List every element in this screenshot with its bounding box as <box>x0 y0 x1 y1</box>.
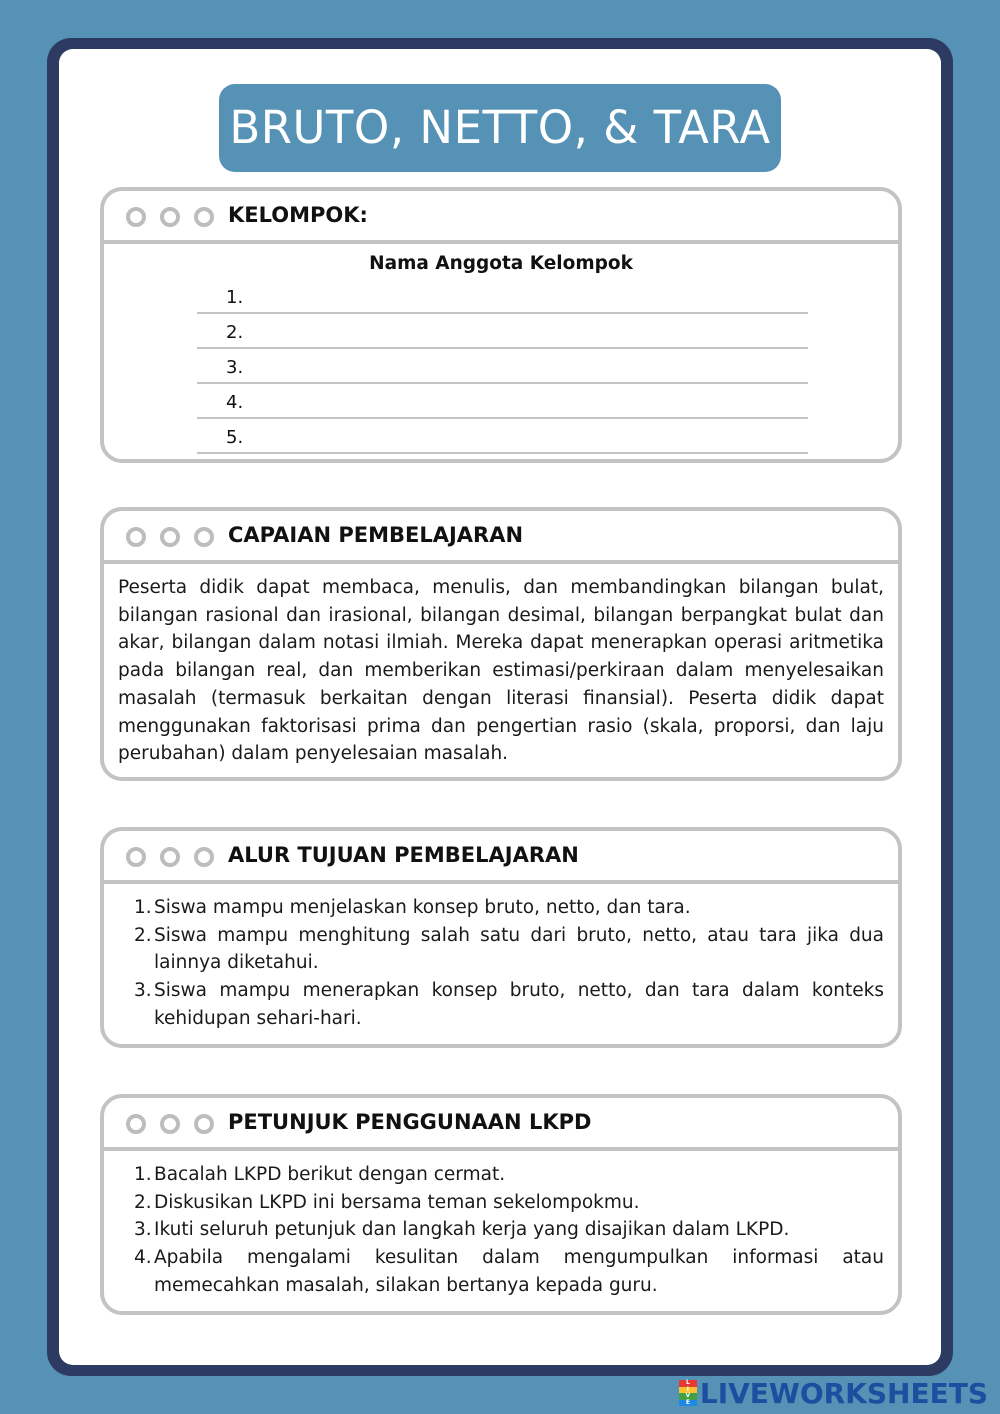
member-number: 4. <box>226 392 244 413</box>
page-title: BRUTO, NETTO, & TARA <box>219 84 781 172</box>
alur-heading: ALUR TUJUAN PEMBELAJARAN <box>228 843 579 867</box>
alur-list <box>118 894 884 1033</box>
member-line-3[interactable] <box>197 349 808 384</box>
member-number: 2. <box>226 322 244 343</box>
kelompok-card <box>100 187 902 463</box>
card-header <box>104 191 898 244</box>
live-logo-icon: L I V E <box>679 1380 697 1406</box>
member-number: 3. <box>226 357 244 378</box>
member-line-4[interactable] <box>197 384 808 419</box>
card-header <box>104 1098 898 1151</box>
brand-name: LIVEWORKSHEETS <box>699 1376 988 1410</box>
member-line-1[interactable] <box>197 279 808 314</box>
list-item: 2. Siswa mampu menghitung salah satu dari bruto, netto, atau tara jika dua lainnya diketahui. <box>134 924 884 974</box>
list-item: 4. Apabila mengalami kesulitan dalam mengumpulkan informasi atau memecahkan masalah, silakan bertanya kepada guru. <box>134 1247 884 1296</box>
member-line-5[interactable] <box>197 419 808 454</box>
card-header <box>104 511 898 564</box>
capaian-card <box>100 507 902 781</box>
petunjuk-card <box>100 1094 902 1315</box>
capaian-text: Peserta didik dapat membaca, menulis, dan membandingkan bilangan bulat, bilangan rasional dan irasional, bilangan desimal, bilangan berpangkat bulat dan akar, bilangan dalam notasi ilmiah. Mereka dapat menerapkan operasi aritmetika pada bilangan real, dan memberikan estimasi/perkiraan dalam menyelesaikan masalah (termasuk berkaitan dengan literasi finansial). Peserta didik dapat menggunakan faktorisasi prima dan pengertian rasio (skala, proporsi, dan laju perubahan) dalam penyelesaian masalah. <box>118 577 884 765</box>
list-item: 1. Siswa mampu menjelaskan konsep bruto, netto, dan tara. <box>134 897 691 918</box>
petunjuk-heading: PETUNJUK PENGGUNAAN LKPD <box>228 1110 592 1134</box>
list-item: 1. Bacalah LKPD berikut dengan cermat. <box>134 1164 506 1185</box>
petunjuk-list <box>118 1161 884 1300</box>
member-number: 1. <box>226 287 244 308</box>
capaian-heading: CAPAIAN PEMBELAJARAN <box>228 523 524 547</box>
list-item: 3. Ikuti seluruh petunjuk dan langkah kerja yang disajikan dalam LKPD. <box>134 1219 790 1241</box>
alur-card <box>100 827 902 1048</box>
kelompok-heading: KELOMPOK: <box>228 203 368 227</box>
list-item: 3. Siswa mampu menerapkan konsep bruto, netto, dan tara dalam konteks kehidupan sehari-hari. <box>134 980 884 1029</box>
member-number: 5. <box>226 427 244 448</box>
member-line-2[interactable] <box>197 314 808 349</box>
liveworksheets-logo[interactable] <box>679 1378 988 1408</box>
card-header <box>104 831 898 884</box>
list-item: 2. Diskusikan LKPD ini bersama teman sekelompokmu. <box>134 1191 640 1213</box>
members-heading: Nama Anggota Kelompok <box>369 253 633 274</box>
